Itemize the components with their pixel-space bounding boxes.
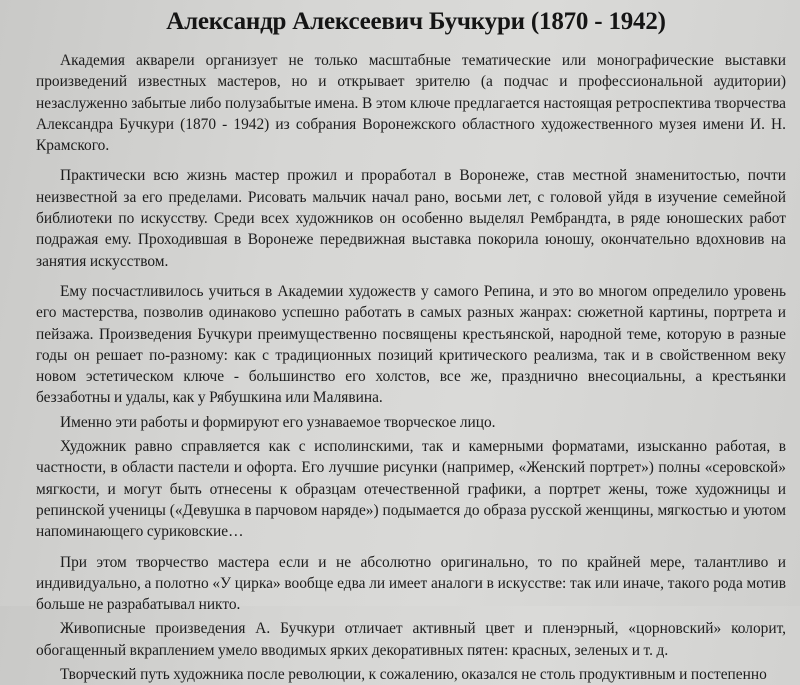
paragraph-painting: Живописные произведения А. Бучкури отличает активный цвет и пленэрный, «цорновский» колорит, обогащенный вкраплением умело вводимых ярких декоративных пятен: красных, зеленых и т. д. — [36, 620, 786, 659]
paragraph-academy: Ему посчастливилось учиться в Академии художеств у самого Репина, и это во многом определило уровень его мастерства, позволив одинаково успешно работать в самых разных жанрах: сюжетной картины, портрета и пейзажа. Произведения Бучкури преимущественно посвящены крестьянской, народной теме, которую в разные годы он решает по-разному: как с традиционных позиций критического реализма, так и в свойственном веку новом эстетическом ключе - большинство его холстов, все же, празднично внесоциальны, а крестьянки беззаботны и удалы, как у Рябушкина или Малявина. — [36, 282, 786, 407]
paragraph-originality: При этом творчество мастера если и не абсолютно оригинально, то по крайней мере, талантливо и индивидуально, а полотно «У цирка» вообще едва ли имеет аналоги в искусстве: так или иначе, такого рода мотив больше не разрабатывал никто. — [36, 553, 786, 614]
paragraph-later-path: Творческий путь художника после революции, к сожалению, оказался не столь продуктивным и постепенно — [60, 666, 767, 684]
paragraph-creative-face: Именно эти работы и формируют его узнаваемое творческое лицо. — [60, 413, 496, 431]
paragraph-biography: Практически всю жизнь мастер прожил и проработал в Воронеже, став местной знаменитостью, почти неизвестной за его пределами. Рисовать мальчик начал рано, восьми лет, с головой уйдя в изучение семейной библиотеки по искусству. Среди всех художников он особенно выделял Рембрандта, в ряде юношеских работ подражая ему. Проходившая в Воронеже передвижная выставка покорила юношу, окончательно вдохновив на занятия искусством. — [36, 167, 786, 270]
paragraph-formats: Художник равно справляется как с исполинскими, так и камерными форматами, изысканно работая, в частности, в области пастели и офорта. Его лучшие рисунки (например, «Женский портрет») полны «серовской» мягкости, и могут быть отнесены к образцам отечественной графики, а портрет жены, тоже художницы и репинской ученицы («Девушка в парчовом наряде») подымается до образа русской женщины, мягкостью и уютом напоминающего суриковские… — [36, 438, 786, 541]
paragraph-intro: Академия акварели организует не только масштабные тематические или монографические выставки произведений известных мастеров, но и открывает зрителю (а подчас и профессиональной аудитории) незаслуженно забытые либо полузабытые имена. В этом ключе предлагается настоящая ретроспектива творчества Александра Бучкури (1870 - 1942) из собрания Воронежского областного художественного музея имени И. Н. Крамского. — [36, 52, 786, 155]
document-title: Александр Алексеевич Бучкури (1870 - 1942) — [166, 8, 666, 35]
